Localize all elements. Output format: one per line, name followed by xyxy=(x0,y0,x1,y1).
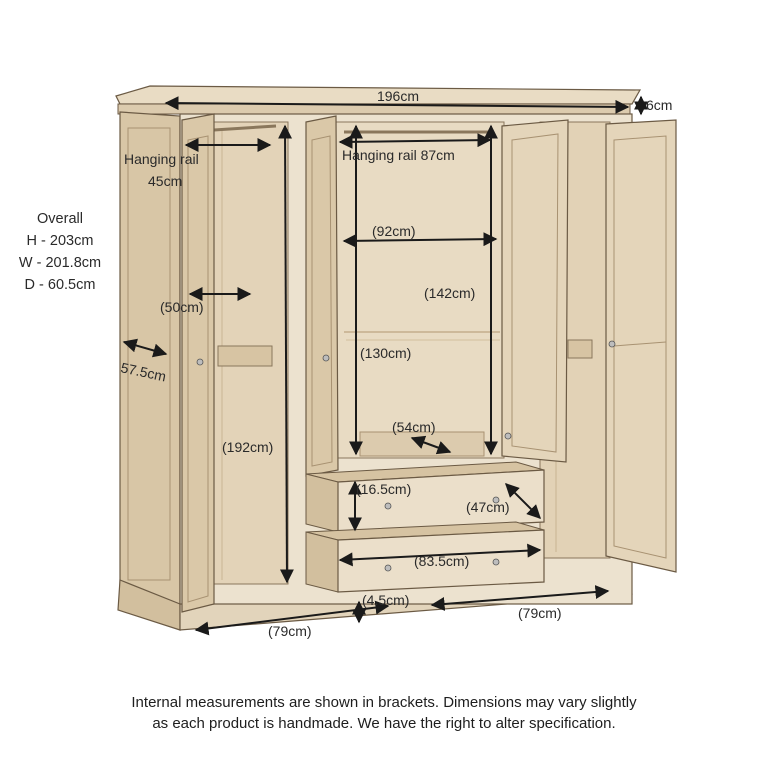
center-depth-label: (54cm) xyxy=(392,419,436,435)
overall-depth: D - 60.5cm xyxy=(24,277,96,293)
left-height-label: (192cm) xyxy=(222,439,274,455)
overall-heading: Overall xyxy=(37,211,83,227)
bottom-right-width-label: (79cm) xyxy=(518,605,562,621)
overall-dimensions xyxy=(8,208,112,296)
footer-line-1: Internal measurements are shown in brackets. Dimensions may vary slightly xyxy=(131,694,637,711)
overall-width: W - 201.8cm xyxy=(18,255,102,271)
drawer-width-label: (83.5cm) xyxy=(414,553,470,569)
side-depth-label: 57.5cm xyxy=(119,359,168,385)
center-height-label: (142cm) xyxy=(424,285,476,301)
footer-note xyxy=(0,692,768,734)
left-width-label: (50cm) xyxy=(160,299,204,315)
center-width-label: (92cm) xyxy=(372,223,416,239)
drawer-depth-label: (47cm) xyxy=(466,499,510,515)
overall-height: H - 203cm xyxy=(26,233,94,249)
left-rail-label-line2: 45cm xyxy=(148,173,183,189)
left-rail-label-line1: Hanging rail xyxy=(124,151,199,167)
top-width-label: 196cm xyxy=(376,88,420,104)
top-height-label: 6cm xyxy=(646,97,673,113)
plinth-height-label: (4.5cm) xyxy=(362,592,410,608)
footer-line-2: as each product is handmade. We have the right to alter specification. xyxy=(152,715,616,732)
drawer-height-label: (16.5cm) xyxy=(356,481,412,497)
below-rail-height-label: (130cm) xyxy=(360,345,412,361)
center-rail-label: Hanging rail 87cm xyxy=(342,147,455,163)
bottom-left-width-label: (79cm) xyxy=(268,623,312,639)
